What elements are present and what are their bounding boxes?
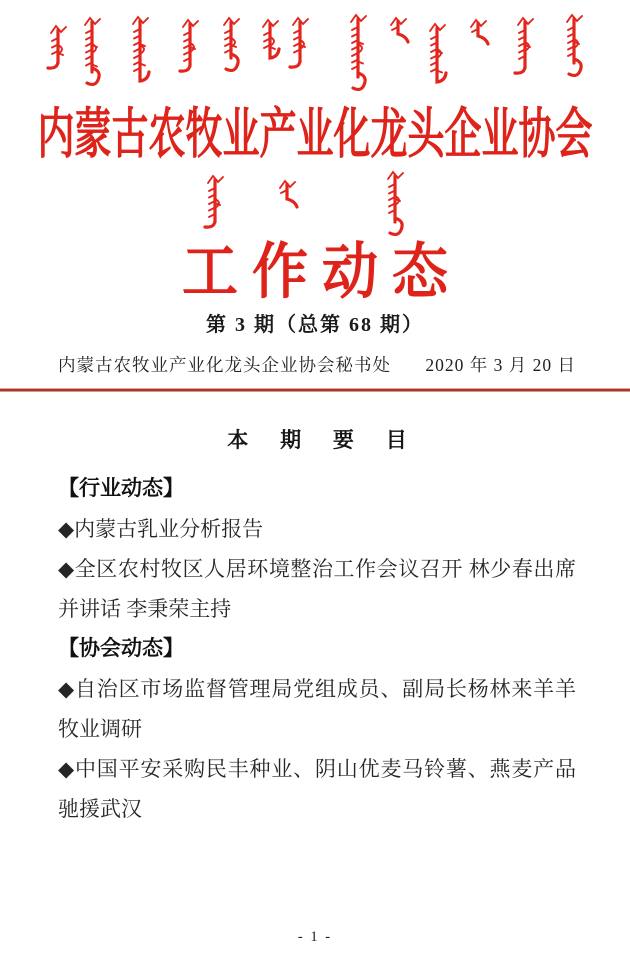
publication-meta [58, 352, 576, 377]
publication-title: 工作动态 [182, 239, 462, 307]
table-of-contents [58, 424, 576, 829]
toc-item: ◆内蒙古乳业分析报告 [58, 517, 264, 541]
toc-item: ◆自治区市场监督管理局党组成员、副局长杨林来羊羊牧业调研 [58, 677, 576, 741]
toc-title: 本 期 要 目 [227, 429, 420, 452]
publisher-name: 内蒙古农牧业产业化龙头企业协会秘书处 [58, 355, 391, 375]
toc-section-header-industry: 【行业动态】 [58, 477, 184, 500]
organization-title: 内蒙古农牧业产业化龙头企业协会 [37, 105, 593, 166]
header-divider-rule [0, 388, 630, 392]
toc-section-header-association: 【协会动态】 [58, 637, 184, 660]
publication-date: 2020 年 3 月 20 日 [425, 355, 576, 375]
issue-number: 第 3 期（总第 68 期） [206, 314, 424, 336]
page-number: - 1 - [297, 929, 333, 945]
toc-item: ◆中国平安采购民丰种业、阴山优麦马铃薯、燕麦产品驰援武汉 [58, 757, 576, 821]
toc-item: ◆全区农村牧区人居环境整治工作会议召开 林少春出席并讲话 李秉荣主持 [58, 557, 576, 621]
